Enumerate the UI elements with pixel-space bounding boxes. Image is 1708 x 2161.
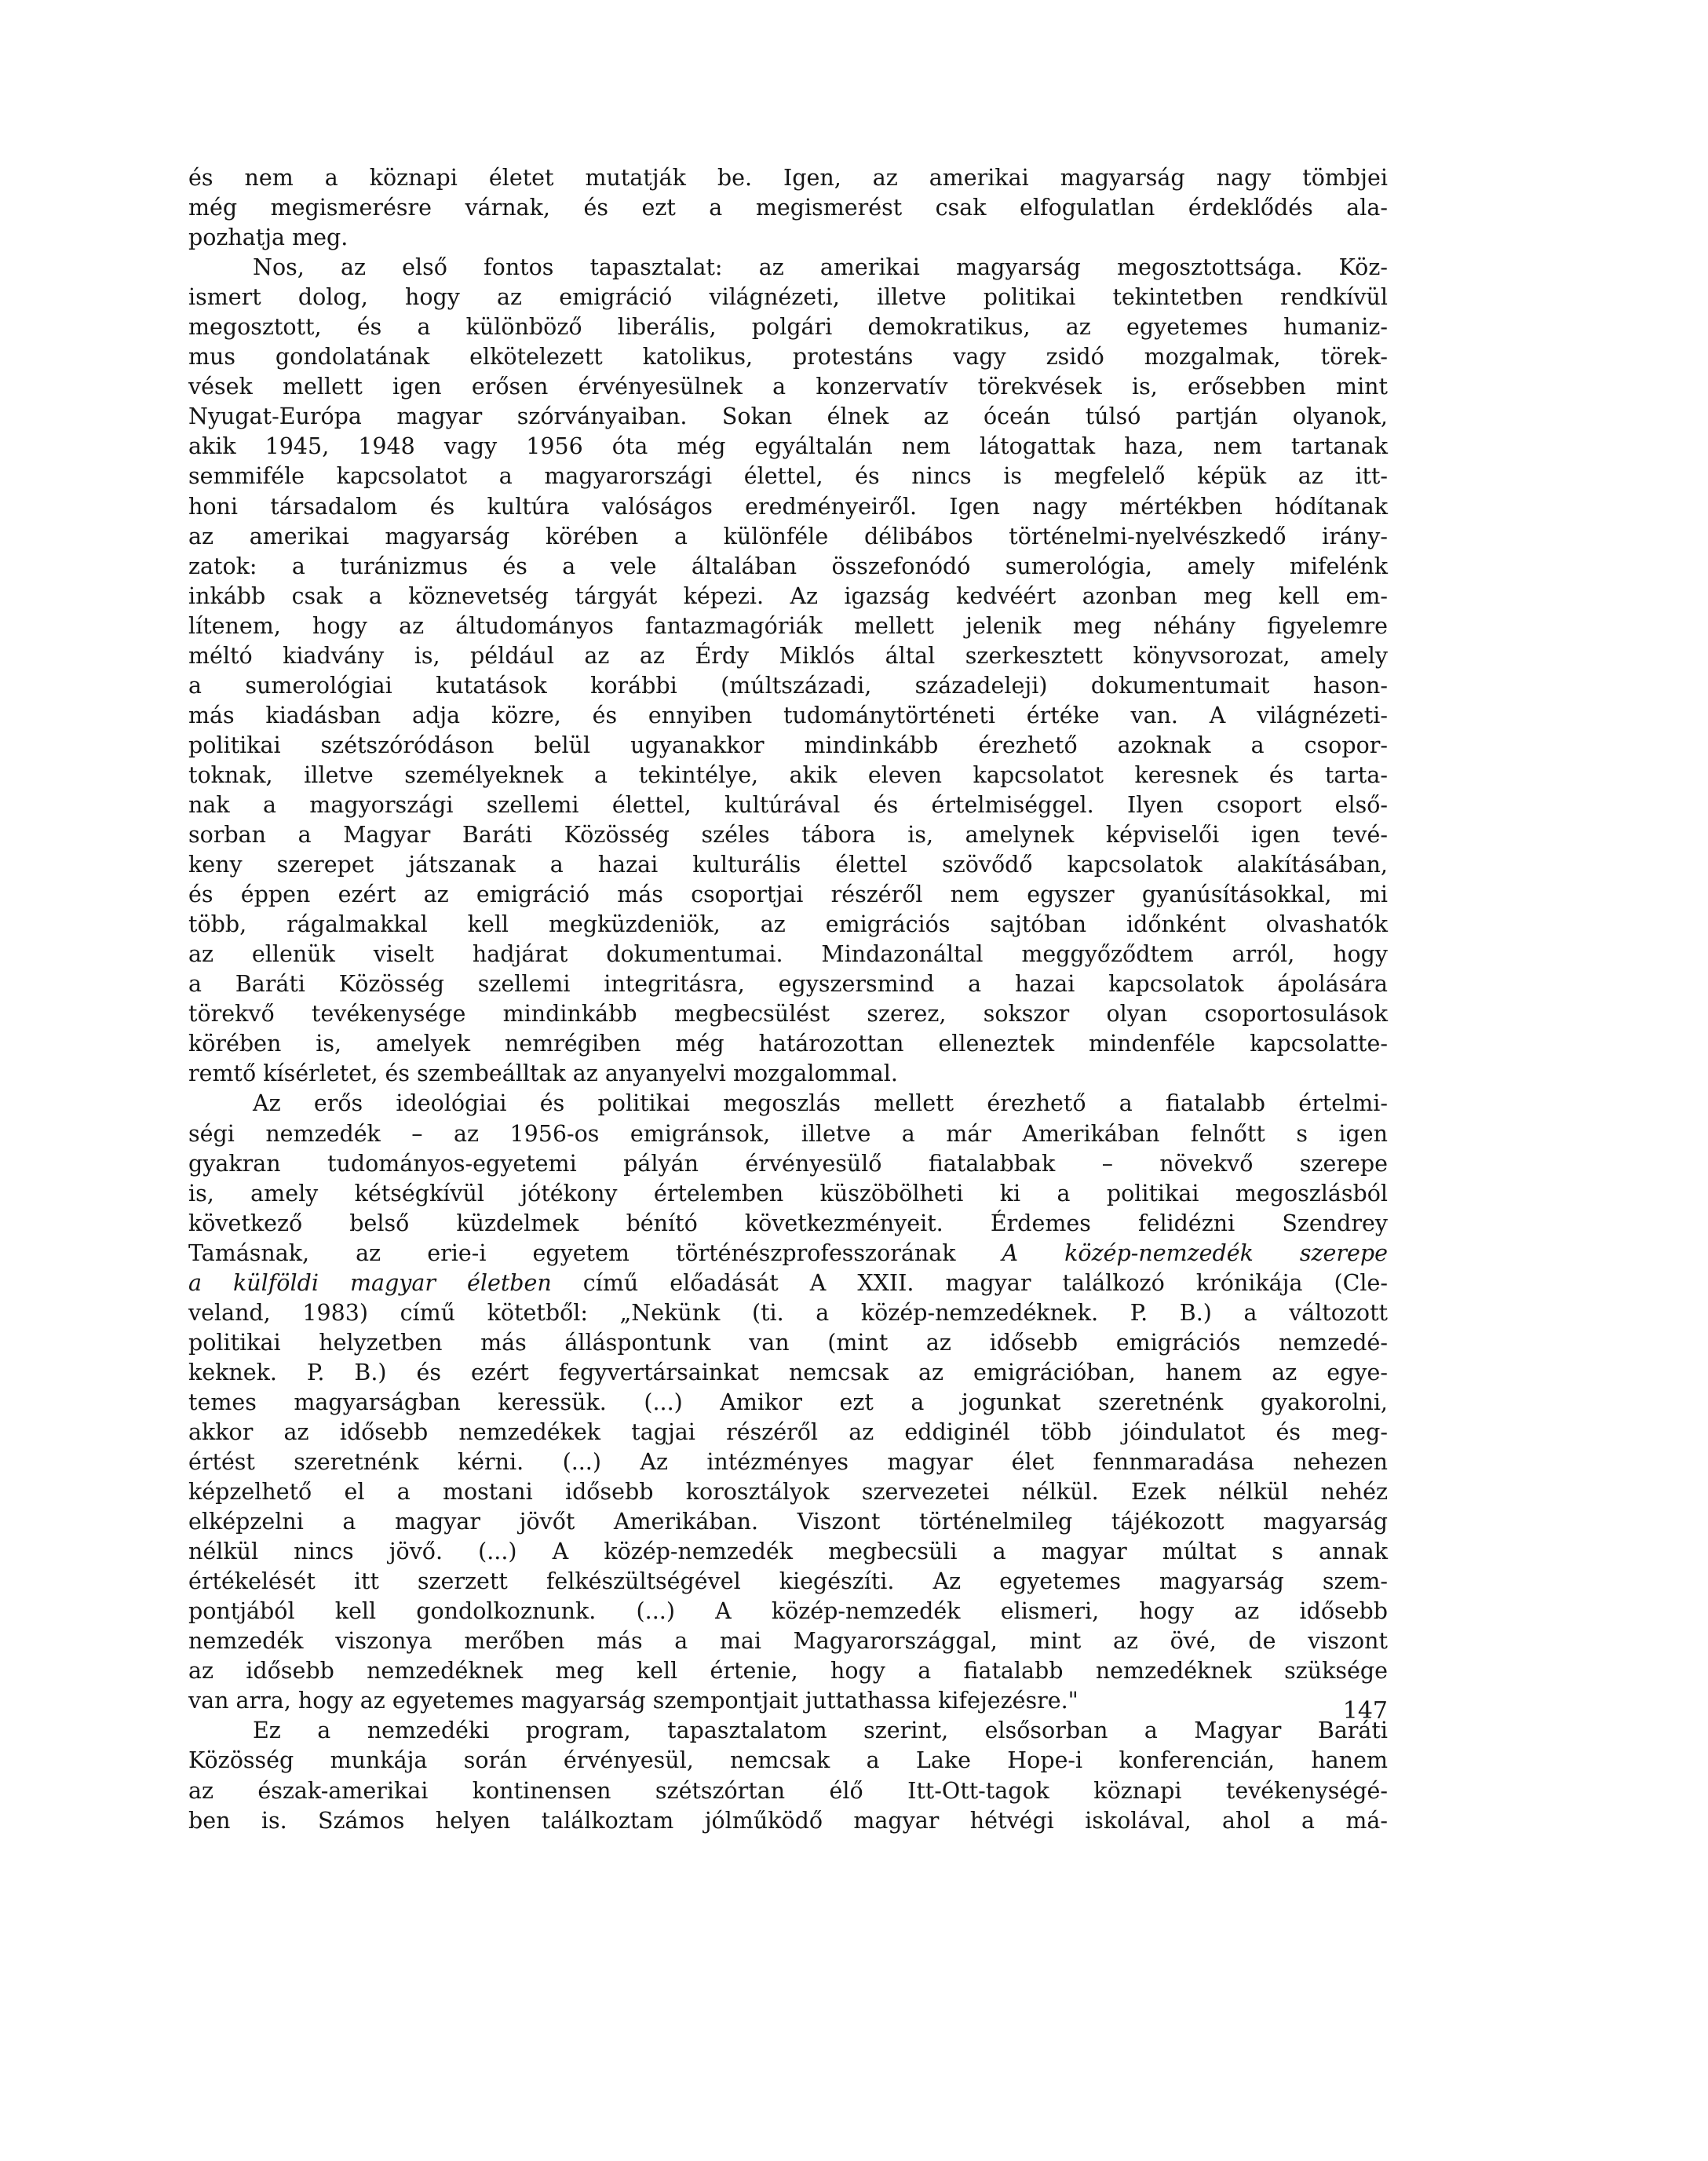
text-line: értést szeretnénk kérni. (...) Az intézményes magyar élet fennmaradása nehezen	[188, 1449, 1388, 1476]
text-line: akik 1945, 1948 vagy 1956 óta még egyáltalán nem látogattak haza, nem tartanak	[188, 433, 1388, 460]
text-line: honi társadalom és kultúra valóságos eredményeiről. Igen nagy mértékben hódítanak	[188, 493, 1388, 520]
text-line: ben is. Számos helyen találkoztam jólműködő magyar hétvégi iskolával, ahol a má-	[188, 1807, 1388, 1834]
text-line: képzelhető el a mostani idősebb korosztályok szervezetei nélkül. Ezek nélkül nehéz	[188, 1479, 1388, 1506]
paragraph	[188, 163, 1388, 253]
text-line: nak a magyországi szellemi élettel, kultúrával és értelmiséggel. Ilyen csoport első-	[188, 791, 1388, 818]
text-line: keny szerepet játszanak a hazai kulturális élettel szövődő kapcsolatok alakításában,	[188, 852, 1388, 878]
text-line: akkor az idősebb nemzedékek tagjai részéről az eddiginél több jóindulatot és meg-	[188, 1418, 1388, 1445]
text-line: politikai szétszóródáson belül ugyanakkor mindinkább érezhető azoknak a csopor-	[188, 732, 1388, 758]
text-line: Nos, az első fontos tapasztalat: az amerikai magyarság megosztottsága. Köz-	[253, 254, 1388, 281]
text-line: pozhatja meg.	[188, 224, 349, 251]
paragraph	[188, 1089, 1388, 1716]
text-line: a külföldi magyar életben című előadását A XXII. magyar találkozó krónikája (Cle-	[188, 1269, 1388, 1296]
text-line: elképzelni a magyar jövőt Amerikában. Viszont történelmileg tájékozott magyarság	[188, 1509, 1388, 1535]
text-line: értékelését itt szerzett felkészültségével kiegészíti. Az egyetemes magyarság szem-	[188, 1568, 1388, 1595]
text-line: keknek. P. B.) és ezért fegyvertársainkat nemcsak az emigrációban, hanem az egye-	[188, 1359, 1388, 1385]
text-line: sorban a Magyar Baráti Közösség széles tábora is, amelynek képviselői igen tevé-	[188, 822, 1388, 849]
text-line: a Baráti Közösség szellemi integritásra, egyszersmind a hazai kapcsolatok ápolására	[188, 971, 1388, 998]
text-line: zatok: a turánizmus és a vele általában összefonódó sumerológia, amely mifelénk	[188, 553, 1388, 579]
text-line: toknak, illetve személyeknek a tekintélye, akik eleven kapcsolatot keresnek és tarta-	[188, 761, 1388, 788]
text-line: és nem a köznapi életet mutatják be. Igen, az amerikai magyarság nagy tömbjei	[188, 165, 1388, 191]
body-text	[188, 163, 1388, 1836]
text-line: törekvő tevékenysége mindinkább megbecsülést szerez, sokszor olyan csoportosulások	[188, 1001, 1388, 1028]
text-line: az idősebb nemzedéknek meg kell értenie, hogy a fiatalabb nemzedéknek szüksége	[188, 1658, 1388, 1685]
text-line: még megismerésre várnak, és ezt a megismerést csak elfogulatlan érdeklődés ala-	[188, 195, 1388, 221]
text-line: körében is, amelyek nemrégiben még határozottan elleneztek mindenféle kapcsolatte-	[188, 1031, 1388, 1057]
text-line: megosztott, és a különböző liberális, polgári demokratikus, az egyetemes humaniz-	[188, 314, 1388, 341]
text-line: pontjából kell gondolkoznunk. (...) A közép-nemzedék elismeri, hogy az idősebb	[188, 1598, 1388, 1625]
text-line: Az erős ideológiai és politikai megoszlás mellett érezhető a fiatalabb értelmi-	[253, 1090, 1388, 1117]
text-line: következő belső küzdelmek bénító következményeit. Érdemes felidézni Szendrey	[188, 1210, 1388, 1236]
paragraph	[188, 253, 1388, 1089]
text-line: temes magyarságban keressük. (...) Amikor ezt a jogunkat szeretnénk gyakorolni,	[188, 1389, 1388, 1415]
text-line: az észak-amerikai kontinensen szétszórtan élő Itt-Ott-tagok köznapi tevékenységé-	[188, 1777, 1388, 1804]
text-line: Ez a nemzedéki program, tapasztalatom szerint, elsősorban a Magyar Baráti	[253, 1717, 1388, 1744]
text-line: az ellenük viselt hadjárat dokumentumai. Mindazonáltal meggyőződtem arról, hogy	[188, 941, 1388, 968]
text-line: méltó kiadvány is, például az az Érdy Miklós által szerkesztett könyvsorozat, amely	[188, 642, 1388, 669]
text-line: mus gondolatának elkötelezett katolikus, protestáns vagy zsidó mozgalmak, törek-	[188, 344, 1388, 371]
text-line: politikai helyzetben más álláspontunk van (mint az idősebb emigrációs nemzedé-	[188, 1329, 1388, 1356]
text-line: nélkül nincs jövő. (...) A közép-nemzedék megbecsüli a magyar múltat s annak	[188, 1539, 1388, 1565]
text-line: ségi nemzedék – az 1956-os emigránsok, illetve a már Amerikában felnőtt s igen	[188, 1120, 1388, 1147]
text-line: van arra, hogy az egyetemes magyarság szempontjait juttathassa kifejezésre."	[188, 1688, 1078, 1714]
text-line: is, amely kétségkívül jótékony értelemben küszöbölheti ki a politikai megoszlásból	[188, 1180, 1388, 1206]
text-line: a sumerológiai kutatások korábbi (múltszázadi, századeleji) dokumentumait hason-	[188, 672, 1388, 699]
text-line: ismert dolog, hogy az emigráció világnézeti, illetve politikai tekintetben rendkívül	[188, 284, 1388, 311]
text-line: nemzedék viszonya merőben más a mai Magyarországgal, mint az övé, de viszont	[188, 1628, 1388, 1655]
page-number: 147	[1342, 1697, 1388, 1725]
text-line: inkább csak a köznevetség tárgyát képezi. Az igazság kedvéért azonban meg kell em-	[188, 582, 1388, 609]
text-line: veland, 1983) című kötetből: „Nekünk (ti. a közép-nemzedéknek. P. B.) a változott	[188, 1299, 1388, 1326]
text-line: több, rágalmakkal kell megküzdeniök, az emigrációs sajtóban időnként olvashatók	[188, 911, 1388, 938]
text-line: Tamásnak, az erie-i egyetem történészprofesszorának A közép-nemzedék szerepe	[188, 1239, 1389, 1266]
text-line: és éppen ezért az emigráció más csoportjai részéről nem egyszer gyanúsításokkal, mi	[188, 882, 1388, 908]
text-line: Közösség munkája során érvényesül, nemcsak a Lake Hope-i konferencián, hanem	[188, 1747, 1388, 1774]
text-line: remtő kísérletet, és szembeálltak az anyanyelvi mozgalommal.	[188, 1060, 898, 1087]
text-line: vések mellett igen erősen érvényesülnek a konzervatív törekvések is, erősebben mint	[188, 374, 1388, 400]
text-line: más kiadásban adja közre, és ennyiben tudománytörténeti értéke van. A világnézeti-	[188, 702, 1388, 728]
paragraph	[188, 1716, 1388, 1835]
text-line: semmiféle kapcsolatot a magyarországi élettel, és nincs is megfelelő képük az itt-	[188, 463, 1388, 490]
text-line: Nyugat-Európa magyar szórványaiban. Sokan élnek az óceán túlsó partján olyanok,	[188, 403, 1388, 430]
text-line: az amerikai magyarság körében a különféle délibábos történelmi-nyelvészkedő irány-	[188, 523, 1388, 549]
text-line: lítenem, hogy az áltudományos fantazmagóriák mellett jelenik meg néhány figyelemre	[188, 612, 1388, 639]
text-line: gyakran tudományos-egyetemi pályán érvényesülő fiatalabbak – növekvő szerepe	[188, 1150, 1388, 1177]
